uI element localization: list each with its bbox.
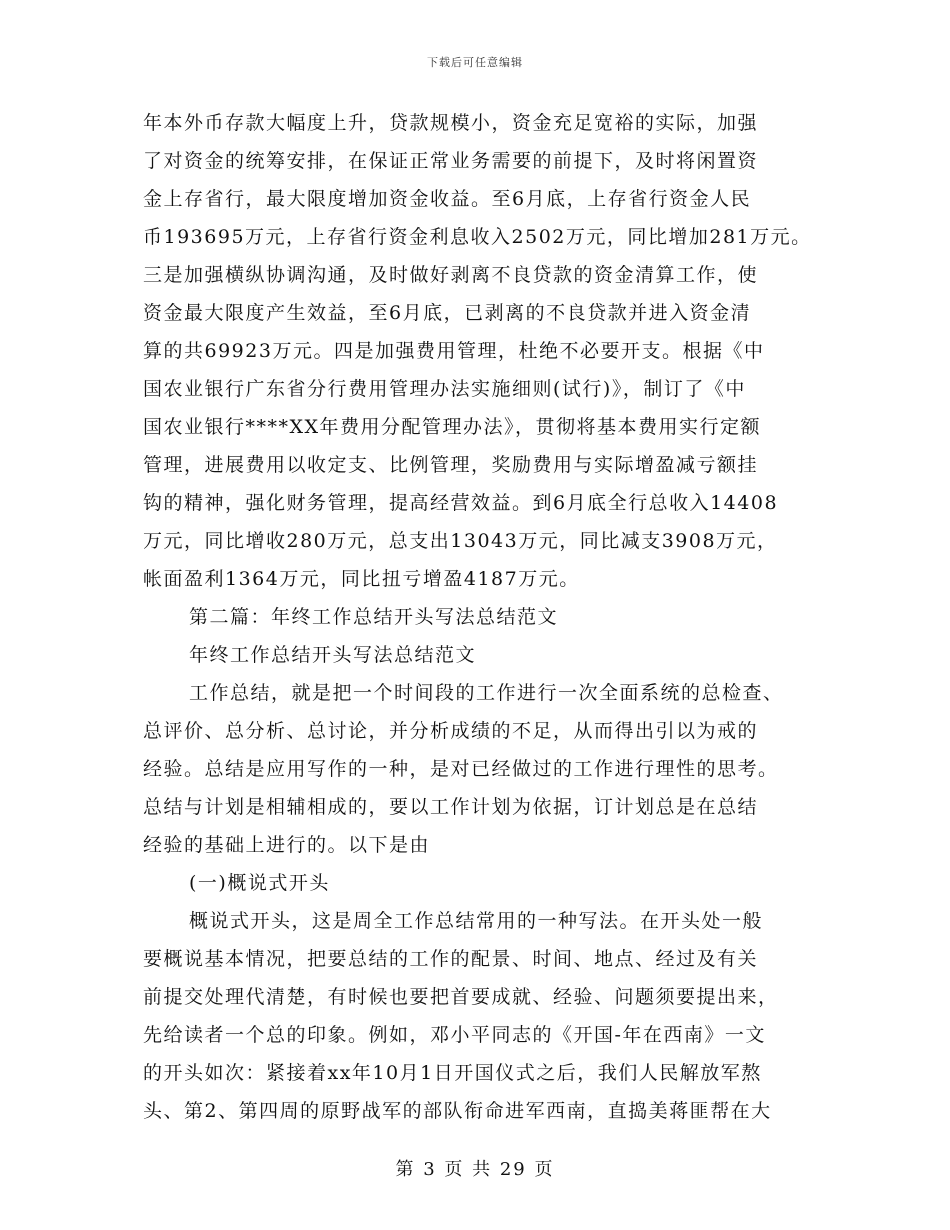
text-line: 年本外币存款大幅度上升，贷款规模小，资金充足宽裕的实际，加强 <box>143 112 759 134</box>
text-line: 要概说基本情况，把要总结的工作的配景、时间、地点、经过及有关 <box>143 948 759 970</box>
text-line: 经验的基础上进行的。以下是由 <box>143 834 431 856</box>
document-body <box>143 104 815 1130</box>
text-line: 资金最大限度产生效益，至6月底，已剥离的不良贷款并进入资金清 <box>143 302 752 324</box>
text-line: 三是加强横纵协调沟通，及时做好剥离不良贷款的资金清算工作，使 <box>143 264 759 286</box>
text-line: 金上存省行，最大限度增加资金收益。至6月底，上存省行资金人民 <box>143 188 752 210</box>
text-line: 万元，同比增收280万元，总支出13043万元，同比减支3908万元， <box>143 530 778 552</box>
text-line: 总结与计划是相辅相成的，要以工作计划为依据，订计划总是在总结 <box>143 796 759 818</box>
text-line: 经验。总结是应用写作的一种，是对已经做过的工作进行理性的思考。 <box>143 758 779 780</box>
text-line: 先给读者一个总的印象。例如，邓小平同志的《开国-年在西南》一文 <box>143 1024 766 1046</box>
text-line: 算的共69923万元。四是加强费用管理，杜绝不必要开支。根据《中 <box>143 340 765 362</box>
text-line: 概说式开头，这是周全工作总结常用的一种写法。在开头处一般 <box>189 910 764 932</box>
section-subtitle: 年终工作总结开头写法总结范文 <box>189 644 477 666</box>
text-line: 了对资金的统筹安排，在保证正常业务需要的前提下，及时将闲置资 <box>143 150 759 172</box>
text-line: 帐面盈利1364万元，同比扭亏增盈4187万元。 <box>143 568 580 590</box>
text-line: 头、第2、第四周的原野战军的部队衔命进军西南，直捣美蒋匪帮在大 <box>143 1100 772 1122</box>
text-line: 币193695万元，上存省行资金利息收入2502万元，同比增加281万元。 <box>143 226 812 248</box>
text-line: 国农业银行****XX年费用分配管理办法》，贯彻将基本费用实行定额 <box>143 416 762 438</box>
section-heading: 第二篇：年终工作总结开头写法总结范文 <box>189 606 559 628</box>
text-line: 国农业银行广东省分行费用管理办法实施细则(试行)》，制订了《中 <box>143 378 746 400</box>
text-line: 前提交处理代清楚，有时候也要把首要成就、经验、问题须要提出来， <box>143 986 779 1008</box>
text-line: 总评价、总分析、总讨论，并分析成绩的不足，从而得出引以为戒的 <box>143 720 759 742</box>
subsection-heading: (一)概说式开头 <box>189 872 330 894</box>
page-number: 第 3 页 共 29 页 <box>395 1159 555 1180</box>
text-line: 钩的精神，强化财务管理，提高经营效益。到6月底全行总收入14408 <box>143 492 779 514</box>
text-line: 管理，进展费用以收定支、比例管理，奖励费用与实际增盈减亏额挂 <box>143 454 759 476</box>
text-line: 工作总结，就是把一个时间段的工作进行一次全面系统的总检查、 <box>189 682 784 704</box>
page-header: 下载后可任意编辑 <box>427 56 523 69</box>
text-line: 的开头如次：紧接着xx年10月1日开国仪式之后，我们人民解放军熬 <box>143 1062 762 1084</box>
